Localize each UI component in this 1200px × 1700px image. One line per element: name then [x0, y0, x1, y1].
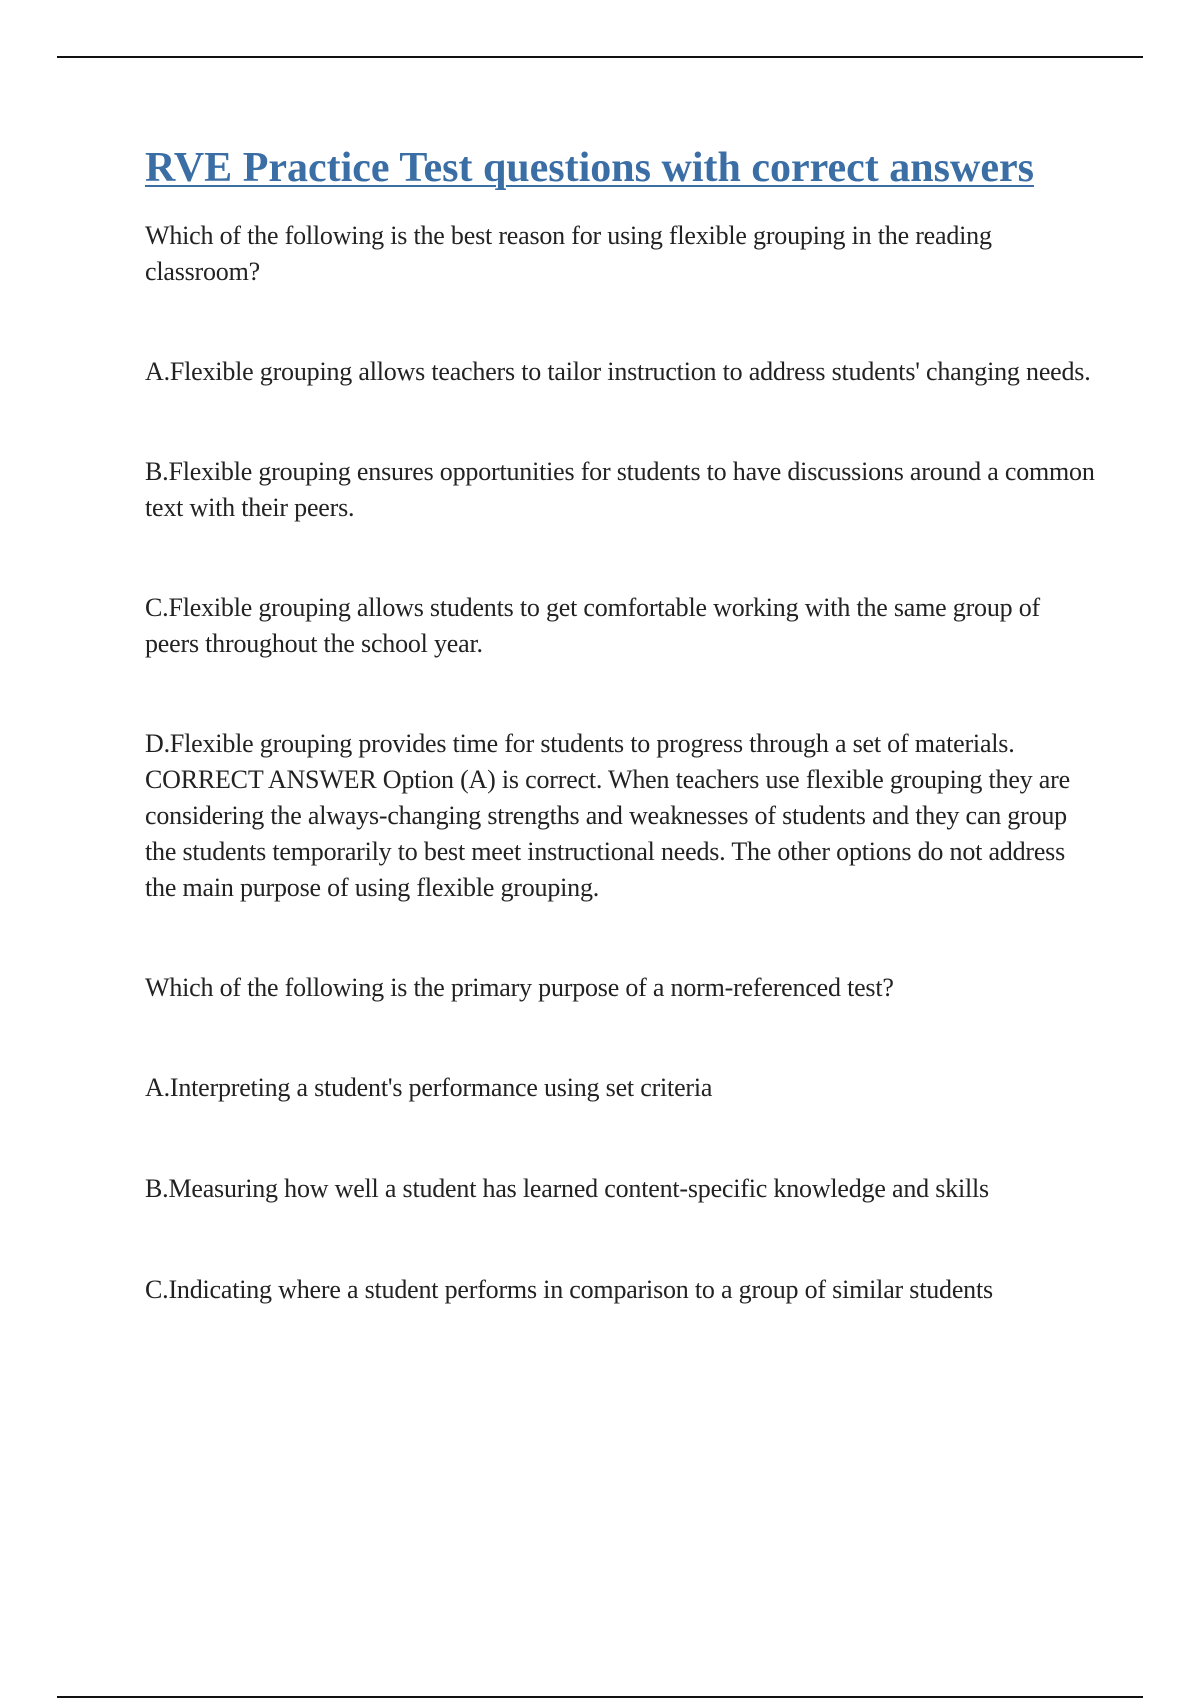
top-rule [57, 56, 1143, 58]
answer-option-b: B.Measuring how well a student has learned content-specific knowledge and skills [145, 1174, 989, 1203]
question-2 [145, 970, 1095, 1308]
question-prompt: Which of the following is the best reason for using flexible grouping in the reading classroom? [145, 221, 992, 286]
answer-option-a: A.Interpreting a student's performance using set criteria [145, 1073, 713, 1102]
bottom-rule [57, 1696, 1143, 1698]
answer-option-d: D.Flexible grouping provides time for students to progress through a set of materials. CORRECT ANSWER Option (A) is correct. When teachers use flexible grouping they are considering the always-changing strengths and weaknesses of students and they can group the students temporarily to best meet instructional needs. The other options do not address the main purpose of using flexible grouping. [145, 729, 1070, 902]
answer-option-a: A.Flexible grouping allows teachers to tailor instruction to address students' changing needs. [145, 357, 1091, 386]
question-prompt: Which of the following is the primary purpose of a norm-referenced test? [145, 973, 894, 1002]
document-title[interactable]: RVE Practice Test questions with correct answers [145, 145, 1034, 191]
question-1 [145, 218, 1095, 906]
answer-option-c: C.Flexible grouping allows students to get comfortable working with the same group of peers throughout the school year. [145, 593, 1041, 658]
answer-option-b: B.Flexible grouping ensures opportunities for students to have discussions around a common text with their peers. [145, 457, 1095, 522]
answer-option-c: C.Indicating where a student performs in comparison to a group of similar students [145, 1275, 993, 1304]
document-body [145, 140, 1095, 1308]
